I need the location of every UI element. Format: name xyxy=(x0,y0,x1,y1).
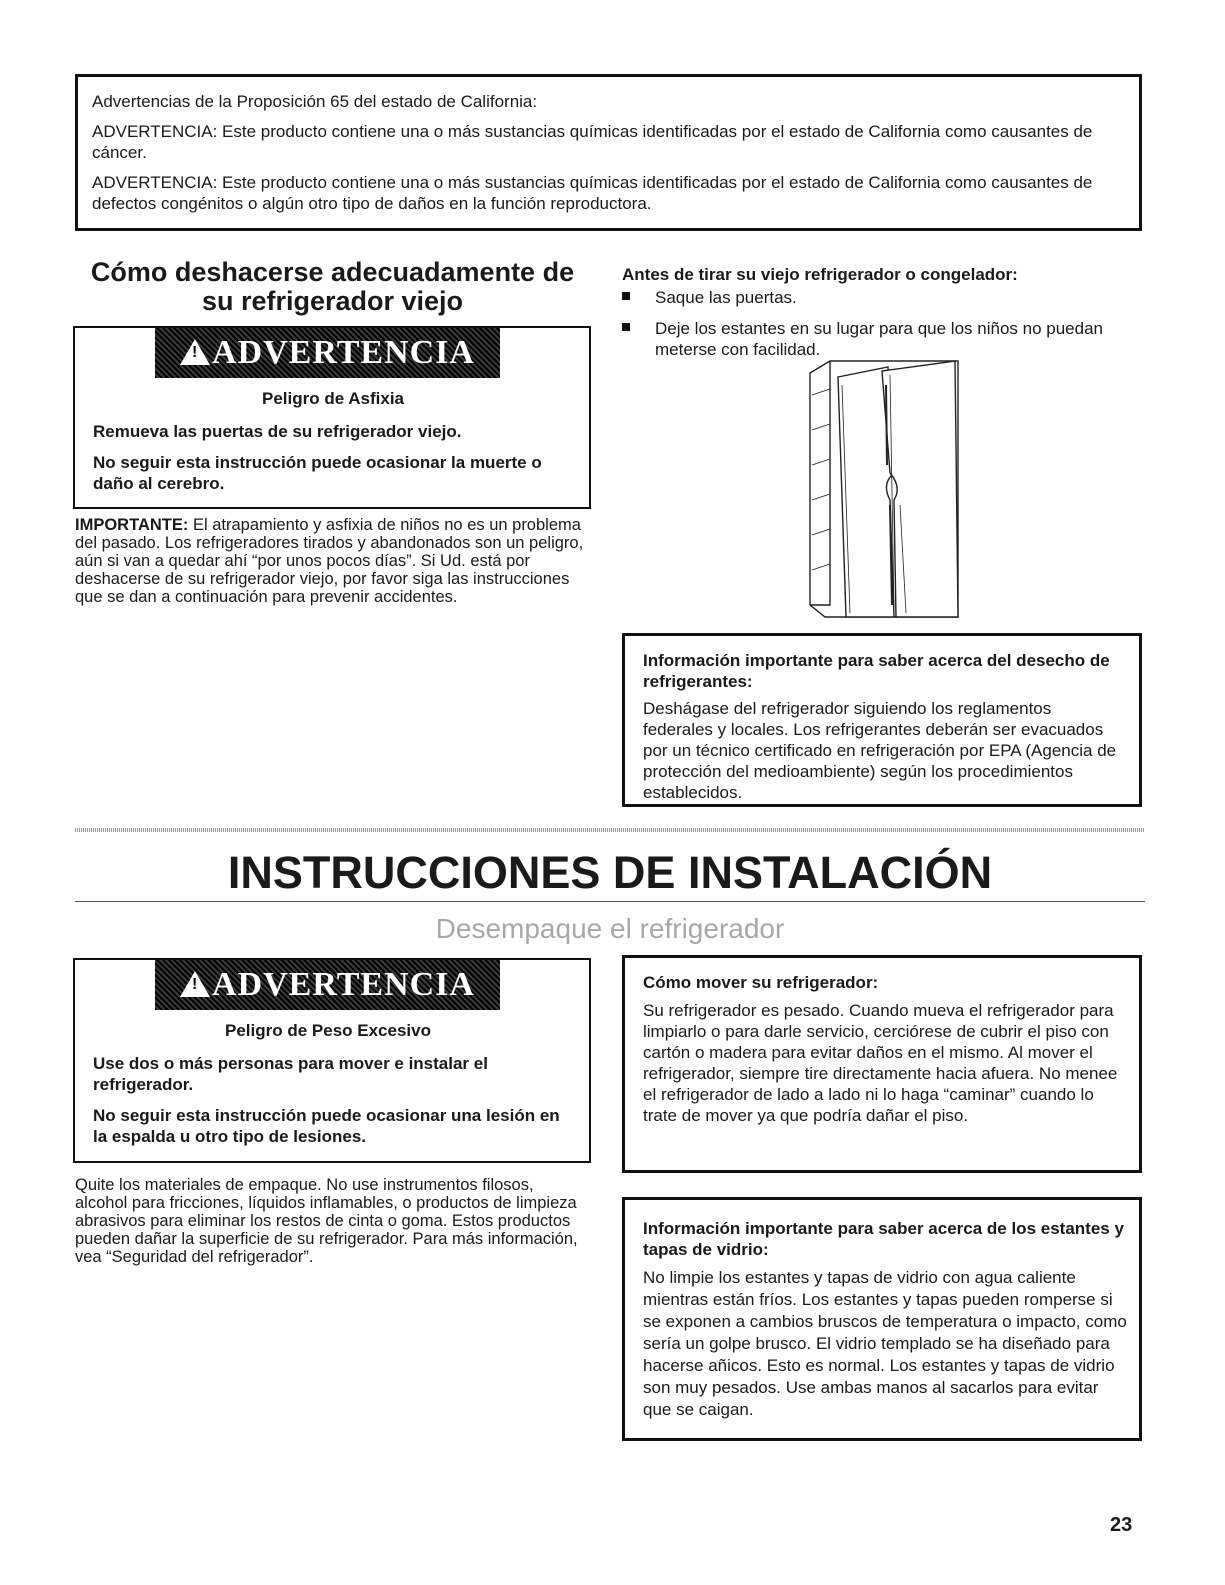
asphyxia-warning-box xyxy=(73,326,591,509)
refrigerant-text: Deshágase del refrigerador siguiendo los reglamentos federales y locales. Los refrigerantes deberán ser evacuados por un técnico certificado en refrigeración por EPA (Agencia de protección del medioambiente) según los procedimientos establecidos. xyxy=(643,699,1117,802)
unpack-text: Quite los materiales de empaque. No use instrumentos filosos, alcohol para fricciones, líquidos inflamables, o productos de limpieza abrasivos para eliminar los restos de cinta o goma. Estos productos pueden dañar la superficie de su refrigerador. Para más información, vea “Seguridad del refrigerador”. xyxy=(75,1176,578,1266)
important-text: El atrapamiento y asfixia de niños no es un problema del pasado. Los refrigeradores tirados y abandonados son un peligro, aún si van a quedar ahí “por unos pocos días”. Si Ud. está por deshacerse de su refrigerador viejo, por favor siga las instrucciones que se dan a continuación para prevenir accidentes. xyxy=(75,516,584,606)
warning-hazard: Peligro de Peso Excesivo xyxy=(225,1021,431,1040)
refrigerator-doors-illustration xyxy=(790,355,975,625)
important-label: IMPORTANTE: xyxy=(75,516,189,534)
important-paragraph xyxy=(75,516,590,606)
moving-text: Su refrigerador es pesado. Cuando mueva el refrigerador para limpiarlo o para darle servicio, cerciórese de cubrir el piso con cartón o madera para evitar daños en el mismo. Al mover el refrigerador, siempre tire directamente hacia afuera. No menee el refrigerador de lado a lado ni lo haga “caminar” cuando lo trate de mover ya que podría dañar el piso. xyxy=(643,1001,1118,1125)
unpack-paragraph xyxy=(75,1176,590,1266)
install-subtitle: Desempaque el refrigerador xyxy=(435,913,785,944)
moving-info-box xyxy=(622,955,1142,1173)
glass-text: No limpie los estantes y tapas de vidrio con agua caliente mientras están fríos. Los estantes y tapas pueden romperse si se exponen a cambios bruscos de temperatura o impacto, como sería un golpe brusco. El vidrio templado se ha diseñado para hacerse añicos. Esto es normal. Los estantes y tapas de vidrio son muy pesados. Use ambas manos al sacarlos para evitar que se caigan. xyxy=(643,1268,1127,1419)
warning-banner-label: ADVERTENCIA xyxy=(212,966,475,1003)
refrigerant-info-box xyxy=(622,633,1142,807)
glass-title: Información importante para saber acerca de los estantes y tapas de vidrio: xyxy=(643,1219,1124,1259)
warning-body xyxy=(93,388,573,494)
refrigerant-title: Información importante para saber acerca del desecho de refrigerantes: xyxy=(643,651,1110,691)
glass-shelves-info-box xyxy=(622,1197,1142,1441)
disposal-heading-wrap xyxy=(75,258,590,316)
warning-line-1: Use dos o más personas para mover e instalar el refrigerador. xyxy=(93,1054,488,1094)
warning-banner-label: ADVERTENCIA xyxy=(212,334,475,371)
warning-hazard: Peligro de Asfixia xyxy=(261,389,405,408)
warning-banner xyxy=(155,960,500,1010)
before-disposal-section xyxy=(622,264,1142,360)
section-divider xyxy=(75,828,1145,832)
before-disposal-heading: Antes de tirar su viejo refrigerador o congelador: xyxy=(622,265,1018,284)
prop65-notice xyxy=(75,74,1142,231)
bullet-item: Saque las puertas. xyxy=(622,287,1142,308)
moving-title: Cómo mover su refrigerador: xyxy=(643,973,879,992)
prop65-title: Advertencias de la Proposición 65 del estado de California: xyxy=(92,92,538,111)
page-number: 23 xyxy=(1110,1514,1133,1536)
warning-body xyxy=(93,1020,563,1147)
title-rule xyxy=(75,901,1145,902)
disposal-heading: Cómo deshacerse adecuadamente de su refrigerador viejo xyxy=(90,257,575,316)
warning-triangle-icon xyxy=(180,971,210,997)
prop65-warning-cancer: ADVERTENCIA: Este producto contiene una o más sustancias químicas identificadas por el estado de California como causantes de cáncer. xyxy=(92,122,1093,162)
warning-line-1: Remueva las puertas de su refrigerador viejo. xyxy=(93,422,462,441)
weight-warning-box xyxy=(73,958,591,1163)
important-text-block xyxy=(75,516,590,606)
warning-banner xyxy=(155,328,500,378)
bullet-item: Deje los estantes en su lugar para que los niños no puedan meterse con facilidad. xyxy=(622,318,1142,360)
warning-triangle-icon xyxy=(180,339,210,365)
prop65-warning-reproductive: ADVERTENCIA: Este producto contiene una o más sustancias químicas identificadas por el estado de California como causantes de defectos congénitos o algún otro tipo de daños en la función reproductora. xyxy=(92,173,1093,213)
warning-line-2: No seguir esta instrucción puede ocasionar una lesión en la espalda u otro tipo de lesiones. xyxy=(93,1106,560,1146)
install-title: INSTRUCCIONES DE INSTALACIÓN xyxy=(227,847,993,898)
warning-line-2: No seguir esta instrucción puede ocasionar la muerte o daño al cerebro. xyxy=(93,453,542,493)
